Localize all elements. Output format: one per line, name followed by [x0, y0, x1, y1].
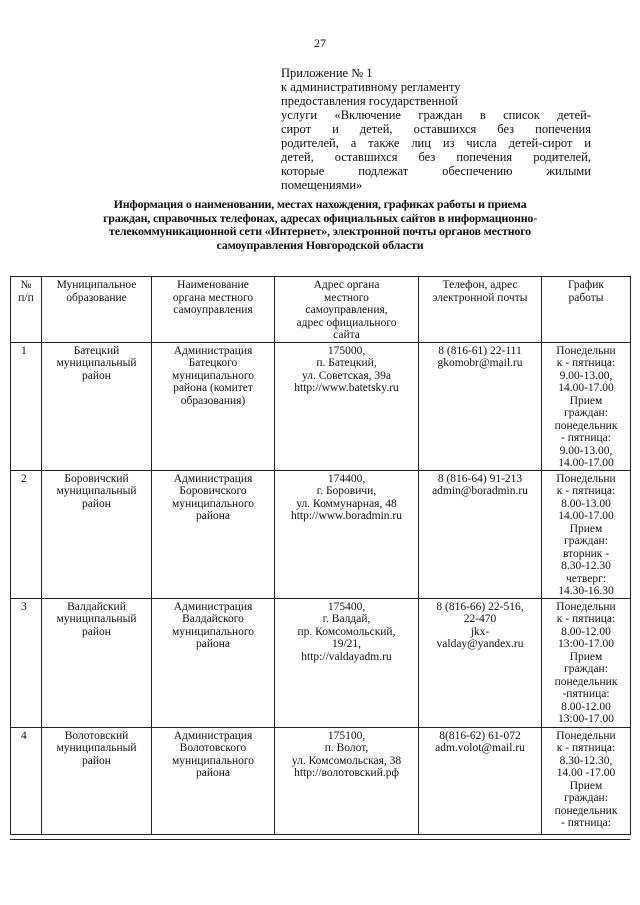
- cell-num: [11, 727, 42, 834]
- cell-text: муниципальный: [56, 742, 137, 754]
- cell-municipality: [42, 727, 152, 834]
- appendix-block: [281, 66, 591, 192]
- phone-number: 8 (816-66) 22-516,: [436, 600, 524, 613]
- appendix-line: сирот и детей, оставшихся без попечения: [281, 122, 591, 136]
- header-text: работы: [568, 291, 604, 304]
- cell-text: муниципального: [171, 754, 255, 767]
- cell-municipality: [42, 470, 152, 598]
- cell-text: Боровичского: [179, 485, 247, 497]
- cell-text: 8.00-13.00: [561, 497, 611, 510]
- website-link[interactable]: http://волотовский.рф: [294, 767, 399, 779]
- cell-text: четверг:: [565, 572, 607, 585]
- appendix-line: которые подлежат обеспечению жилыми: [281, 164, 591, 178]
- cell-text: муниципального: [171, 625, 255, 638]
- cell-text: 14.00-17.00: [558, 457, 614, 469]
- cell-text: п. Волот,: [324, 742, 369, 754]
- phone-number: 8 (816-64) 91-213: [437, 472, 523, 485]
- cell-text: Администрация: [173, 472, 253, 485]
- cell-text: муниципального: [171, 497, 255, 510]
- cell-text: 14.30-16.30: [558, 585, 614, 597]
- cell-text: Валдайский: [67, 600, 126, 613]
- cell-text: 3: [21, 600, 27, 613]
- cell-text: Понедельни: [556, 600, 616, 613]
- header-text: сайта: [333, 329, 360, 341]
- cell-text: район: [82, 497, 111, 510]
- header-text: электронной почты: [432, 291, 528, 304]
- cell-text: 8.30-12.30,: [559, 754, 613, 767]
- cell-municipality: [42, 342, 152, 470]
- cell-text: Администрация: [173, 729, 253, 742]
- cell-text: Понедельни: [556, 344, 616, 357]
- cell-num: [11, 470, 42, 598]
- cell-text: Администрация: [173, 600, 253, 613]
- cell-text: 13:00-17.00: [558, 638, 614, 650]
- appendix-line: Приложение № 1: [281, 66, 373, 80]
- cell-address: [275, 727, 419, 834]
- cell-text: г. Боровичи,: [316, 485, 377, 497]
- cell-text: района: [195, 510, 231, 522]
- header-text: самоуправления,: [305, 304, 388, 316]
- cell-text: к - пятница:: [556, 357, 616, 369]
- table-row: [11, 598, 631, 727]
- header-text: адрес официального: [296, 316, 397, 329]
- phone-number: 22-470: [463, 613, 497, 625]
- email-link[interactable]: jkx-: [470, 625, 490, 638]
- header-text: Муниципальное: [56, 279, 137, 291]
- website-link[interactable]: http://www.batetsky.ru: [294, 382, 399, 394]
- appendix-line: к административному регламенту: [281, 80, 461, 94]
- cell-text: 4: [21, 729, 27, 742]
- cell-text: район: [82, 369, 111, 382]
- cell-text: граждан:: [564, 535, 608, 547]
- email-link[interactable]: valday@yandex.ru: [436, 638, 524, 650]
- heading-line: телекоммуникационной сети «Интернет», электронной почты органов местного: [109, 224, 531, 238]
- heading-line: Информация о наименовании, местах нахождения, графиках работы и приема: [113, 197, 527, 211]
- cell-text: муниципальный: [56, 357, 137, 369]
- cell-text: 175000,: [327, 344, 366, 357]
- cell-text: понедельник: [554, 804, 618, 817]
- cell-text: понедельник: [554, 675, 618, 688]
- header-text: Телефон, адрес: [442, 279, 518, 291]
- cell-text: 14.00-17.00: [558, 510, 614, 522]
- cell-text: вторник -: [562, 547, 610, 560]
- cell-text: 174400,: [327, 472, 366, 485]
- cell-authority: [152, 727, 275, 834]
- header-text: График: [568, 279, 604, 291]
- cell-text: 8.00-12.00: [561, 625, 611, 638]
- cell-text: - пятница:: [561, 817, 611, 829]
- cell-text: к - пятница:: [556, 742, 616, 754]
- cell-text: района: [195, 767, 231, 779]
- header-schedule: [542, 277, 631, 343]
- cell-text: ул. Комсомольская, 38: [291, 754, 402, 767]
- cell-schedule: [542, 598, 631, 727]
- cell-text: 14.00-17.00: [558, 382, 614, 394]
- cell-num: [11, 342, 42, 470]
- appendix-line: детей, оставшихся без попечения родителей,: [281, 150, 591, 164]
- cell-text: Прием: [569, 779, 603, 792]
- cell-text: - пятница:: [561, 432, 611, 444]
- header-municipality: [42, 277, 152, 343]
- cell-contacts: [419, 727, 542, 834]
- cell-text: 1: [21, 344, 27, 357]
- cell-contacts: [419, 470, 542, 598]
- cell-text: ул. Коммунарная, 48: [296, 497, 397, 510]
- cell-text: Волотовского: [179, 742, 247, 754]
- cell-text: Батецкого: [188, 357, 238, 369]
- cell-authority: [152, 598, 275, 727]
- cell-text: муниципальный: [56, 613, 137, 625]
- cell-text: района: [195, 638, 231, 650]
- appendix-line: помещениями»: [281, 178, 363, 192]
- cell-address: [275, 598, 419, 727]
- cell-text: понедельник: [554, 419, 618, 432]
- cell-text: ул. Советская, 39а: [301, 369, 392, 382]
- cell-schedule: [542, 342, 631, 470]
- phone-number: 8 (816-61) 22-111: [438, 344, 522, 357]
- cell-schedule: [542, 727, 631, 834]
- appendix-line: предоставления государственной: [281, 94, 458, 108]
- cell-municipality: [42, 598, 152, 727]
- cell-text: Понедельни: [556, 472, 616, 485]
- cell-contacts: [419, 598, 542, 727]
- header-text: органа местного: [172, 291, 254, 304]
- municipal-info-table: [10, 276, 631, 835]
- cell-text: Валдайского: [182, 613, 244, 625]
- cell-text: 19/21,: [331, 638, 362, 650]
- cell-text: 14.00 -17.00: [556, 767, 616, 779]
- appendix-line: родителей, а также лиц из числа детей-сирот и: [281, 136, 591, 150]
- header-authority: [152, 277, 275, 343]
- cell-authority: [152, 342, 275, 470]
- cell-text: граждан:: [564, 663, 608, 675]
- cell-text: 8.00-12.00: [561, 700, 611, 713]
- email-link[interactable]: gkomobr@mail.ru: [437, 357, 523, 369]
- header-text: Адрес органа: [313, 279, 380, 291]
- phone-number: 8(816-62) 61-072: [439, 729, 521, 742]
- cell-text: г. Валдай,: [322, 613, 371, 625]
- table-row: [11, 342, 631, 470]
- cell-text: Администрация: [173, 344, 253, 357]
- table-header-row: [11, 277, 631, 343]
- cell-text: район: [82, 625, 111, 638]
- cell-text: 8.30-12.30: [561, 560, 611, 572]
- header-num: [11, 277, 42, 343]
- cell-text: Волотовский: [64, 729, 129, 742]
- header-text: самоуправления: [173, 304, 253, 316]
- cell-text: -пятница:: [562, 688, 610, 700]
- cell-text: 175100,: [327, 729, 366, 742]
- cell-schedule: [542, 470, 631, 598]
- cell-text: образования): [180, 394, 246, 407]
- cell-address: [275, 342, 419, 470]
- table-row: [11, 470, 631, 598]
- table-row: [11, 727, 631, 834]
- header-address: [275, 277, 419, 343]
- appendix-line: услуги «Включение граждан в список детей-: [281, 108, 591, 122]
- cell-text: района (комитет: [173, 382, 253, 394]
- cell-text: 175400,: [327, 600, 366, 613]
- header-contacts: [419, 277, 542, 343]
- header-text: образование: [66, 291, 127, 304]
- email-link[interactable]: adm.volot@mail.ru: [435, 742, 525, 754]
- cell-text: пр. Комсомольский,: [297, 625, 396, 638]
- page-number: 27: [314, 36, 326, 50]
- cell-text: 9.00-13.00,: [559, 369, 613, 382]
- cell-text: 9.00-13.00,: [559, 444, 613, 457]
- header-text: №: [20, 279, 32, 291]
- cell-text: к - пятница:: [556, 613, 616, 625]
- cell-num: [11, 598, 42, 727]
- website-link[interactable]: http://www.boradmin.ru: [290, 510, 403, 522]
- cell-text: район: [82, 754, 111, 767]
- header-text: местного: [324, 291, 369, 304]
- cell-address: [275, 470, 419, 598]
- heading-line: самоуправления Новгородской области: [216, 237, 424, 252]
- header-text: п/п: [18, 291, 34, 304]
- cell-contacts: [419, 342, 542, 470]
- cell-text: граждан:: [564, 792, 608, 804]
- website-link[interactable]: http://valdayadm.ru: [301, 650, 392, 663]
- email-link[interactable]: admin@boradmin.ru: [432, 485, 528, 497]
- document-heading: [80, 198, 560, 252]
- cell-text: 2: [21, 472, 27, 485]
- heading-line: граждан, справочных телефонах, адресах официальных сайтов в информационно-: [102, 210, 538, 225]
- cell-text: Прием: [569, 650, 603, 663]
- cell-text: к - пятница:: [556, 485, 616, 497]
- cell-text: граждан:: [564, 407, 608, 419]
- cell-text: Прием: [569, 394, 603, 407]
- cell-authority: [152, 470, 275, 598]
- cell-text: Понедельни: [556, 729, 616, 742]
- cell-text: Боровичский: [64, 472, 129, 485]
- cell-text: Прием: [569, 522, 603, 535]
- cell-text: муниципального: [171, 369, 255, 382]
- cell-text: п. Батецкий,: [316, 357, 377, 369]
- cell-text: 13:00-17.00: [558, 713, 614, 725]
- cell-text: Батецкий: [73, 344, 120, 357]
- header-text: Наименование: [177, 279, 249, 291]
- cell-text: муниципальный: [56, 485, 137, 497]
- table-bottom-rule: [10, 839, 630, 840]
